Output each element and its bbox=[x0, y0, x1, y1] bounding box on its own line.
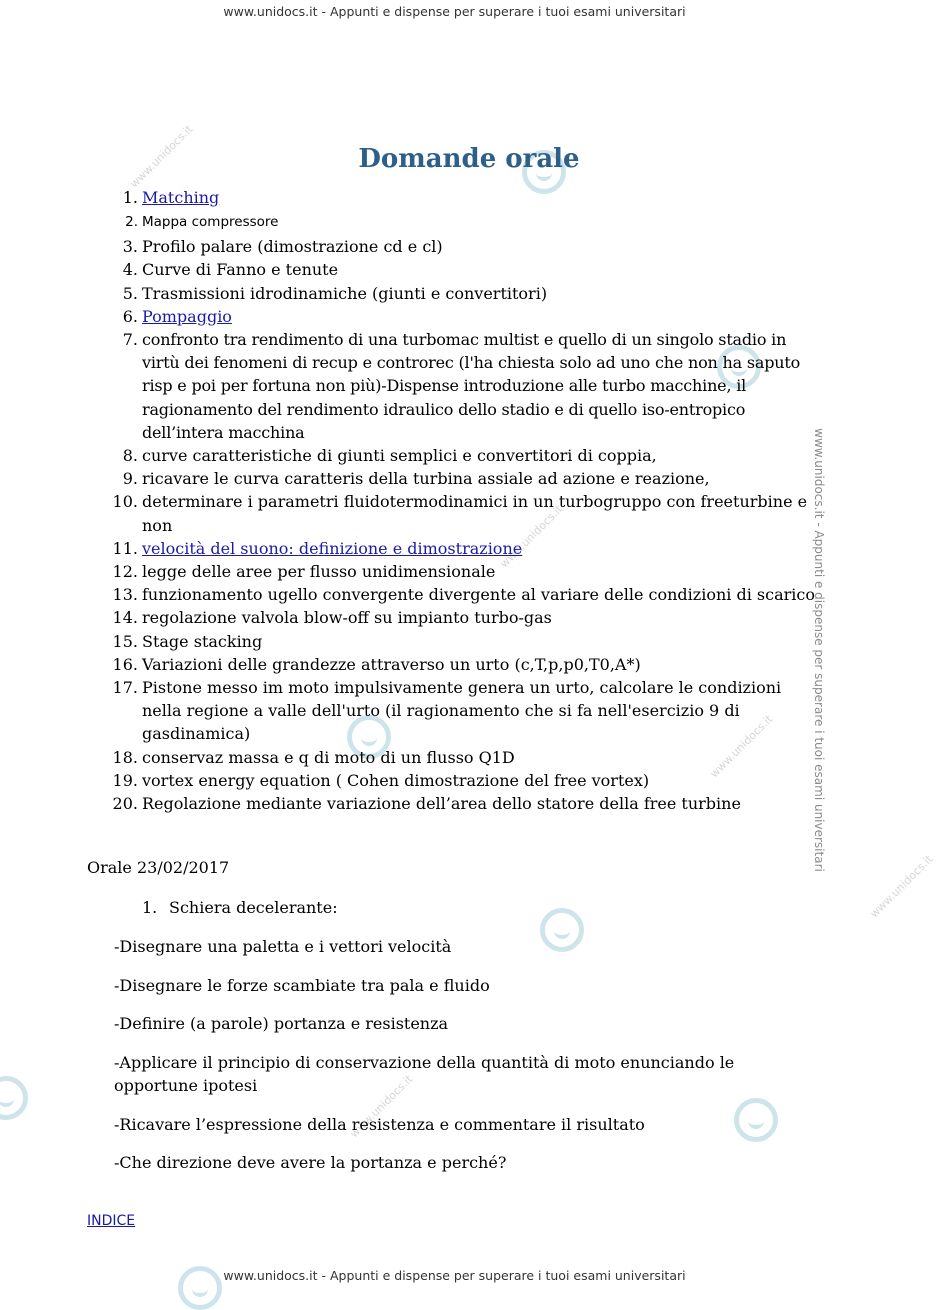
question-link-matching[interactable]: Matching bbox=[142, 188, 220, 207]
orale-heading: Orale 23/02/2017 bbox=[87, 858, 230, 877]
orale-point: -Applicare il principio di conservazione della quantità di moto enunciando le opportune ipotesi bbox=[114, 1053, 735, 1095]
question-item: 13. funzionamento ugello convergente divergente al variare delle condizioni di scarico bbox=[112, 585, 815, 605]
question-link-pompaggio[interactable]: Pompaggio bbox=[142, 306, 232, 326]
watermark-diagonal-text: www.unidocs.it bbox=[497, 502, 566, 571]
questions-list bbox=[0, 186, 909, 815]
unidocs-logo-icon bbox=[0, 1076, 28, 1120]
watermark-diagonal-text: www.unidocs.it bbox=[707, 712, 776, 781]
question-item: 9. ricavare le curva caratteris della turbina assiale ad azione e reazione, bbox=[122, 469, 710, 489]
orale-point: -Disegnare le forze scambiate tra pala e fluido bbox=[114, 976, 490, 995]
question-item: 16. Variazioni delle grandezze attraverso un urto (c,T,p,p0,T0,A*) bbox=[112, 654, 641, 674]
page-title: Domande orale bbox=[358, 144, 580, 174]
orale-point: -Che direzione deve avere la portanza e perché? bbox=[114, 1153, 507, 1172]
orale-point: -Ricavare l’espressione della resistenza e commentare il risultato bbox=[114, 1115, 645, 1134]
indice-link[interactable]: INDICE bbox=[87, 1213, 136, 1229]
watermark-bottom-banner: www.unidocs.it - Appunti e dispense per superare i tuoi esami universitari bbox=[223, 1268, 686, 1283]
question-item: 18. conservaz massa e q di moto di un flusso Q1D bbox=[112, 747, 515, 767]
question-item: 4. Curve di Fanno e tenute bbox=[122, 260, 339, 280]
orale-point: -Disegnare una paletta e i vettori velocità bbox=[114, 937, 452, 956]
question-item: 20. Regolazione mediante variazione dell’area dello statore della free turbine bbox=[112, 794, 741, 814]
question-item: 8. curve caratteristiche di giunti semplici e convertitori di coppia, bbox=[122, 446, 657, 466]
question-item: 12. legge delle aree per flusso unidimensionale bbox=[112, 562, 496, 582]
question-item: 14. regolazione valvola blow-off su impianto turbo-gas bbox=[112, 608, 552, 628]
question-item: 6. Pompaggio bbox=[122, 306, 232, 326]
watermark-side-right: www.unidocs.it - Appunti e dispense per superare i tuoi esami universitari bbox=[811, 428, 826, 872]
watermark-diagonal-text: www.unidocs.it bbox=[347, 1072, 416, 1141]
question-item: 5. Trasmissioni idrodinamiche (giunti e convertitori) bbox=[122, 283, 548, 303]
question-item: 3. Profilo palare (dimostrazione cd e cl) bbox=[122, 237, 443, 257]
watermark-top-banner: www.unidocs.it - Appunti e dispense per superare i tuoi esami universitari bbox=[223, 4, 686, 19]
question-item: 19. vortex energy equation ( Cohen dimostrazione del free vortex) bbox=[112, 770, 650, 790]
orale-item-number: 1. bbox=[142, 898, 158, 917]
watermark-diagonal-text: www.unidocs.it bbox=[127, 122, 196, 191]
watermark-diagonal-text: www.unidocs.it bbox=[867, 852, 936, 921]
question-item: 15. Stage stacking bbox=[112, 631, 263, 651]
question-item: 7. confronto tra rendimento di una turbomac multist e quello di un singolo stadio in virtù dei fenomeni di recup e controrec (l'ha chiesta solo ad uno che non ha saputo risp e poi per fortuna non più)-Dispense introduzione alle turbo macchine, il ragionamento del rendimento idraulico dello stadio e di quello iso-entropico dell’intera macchina bbox=[122, 330, 801, 442]
question-item: 17. Pistone messo im moto impulsivamente genera un urto, calcolare le condizioni nella regione a valle dell'urto (il ragionamento che si fa nell'esercizio 9 di gasdinamica) bbox=[112, 678, 782, 744]
question-item: 10. determinare i parametri fluidotermodinamici in un turbogruppo con freeturbine e non bbox=[112, 492, 808, 535]
orale-item bbox=[142, 898, 338, 917]
question-item: 2. Mappa compressore bbox=[125, 214, 279, 231]
question-item: 1. Matching bbox=[122, 188, 220, 207]
orale-item-text: Schiera decelerante: bbox=[169, 898, 338, 917]
question-link-velocita-suono[interactable]: velocità del suono: definizione e dimostrazione bbox=[142, 538, 523, 558]
orale-point: -Definire (a parole) portanza e resistenza bbox=[114, 1014, 449, 1033]
question-item: 11. velocità del suono: definizione e dimostrazione bbox=[112, 538, 523, 558]
